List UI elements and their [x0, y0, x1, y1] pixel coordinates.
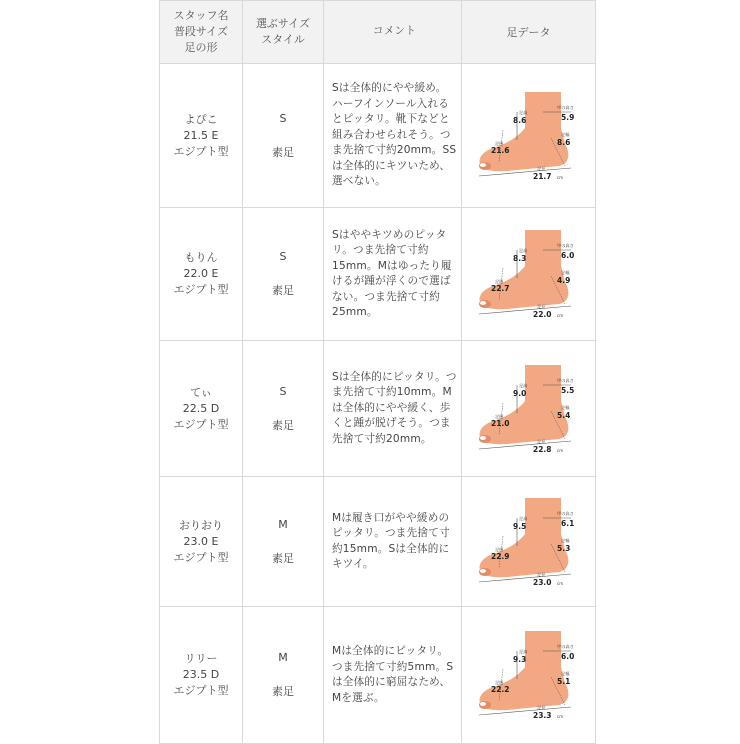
staff-cell [160, 208, 243, 341]
height-label: 足高 [518, 649, 527, 654]
comment-cell: Sは全体的にやや緩め。ハーフインソール入れるとピッタリ。靴下などと組み合わせられそう。つま先捨て寸約20mm。SSは全体的にキツいため、選べない。 [324, 64, 462, 208]
girth-value: 22.7 [490, 284, 510, 293]
style-cell [243, 341, 324, 477]
height-label: 足高 [518, 248, 527, 253]
length-label: 足長 [536, 165, 545, 171]
table-row [160, 477, 596, 607]
staff-name: てぃ [190, 385, 212, 399]
girth-value: 21.0 [490, 418, 510, 428]
spacer [243, 265, 323, 283]
foot-data-cell [462, 64, 596, 208]
girth-value: 22.2 [490, 685, 510, 694]
header-style-line: 選ぶサイズ [255, 17, 311, 30]
length-unit: cm [556, 174, 563, 180]
style-cell [243, 607, 324, 744]
girth-label: 足囲 [494, 546, 503, 552]
length-value: 22.8 [532, 444, 552, 454]
foot-data-cell [462, 477, 596, 607]
height-value: 8.3 [512, 254, 526, 263]
style-label: 素足 [272, 145, 294, 159]
style-cell [243, 208, 324, 341]
toenail-shape [480, 569, 486, 573]
leg-shape [525, 92, 561, 130]
girth-value: 21.6 [490, 145, 510, 155]
width-label: 足幅 [560, 537, 569, 543]
style-cell [243, 64, 324, 208]
staff-cell [160, 341, 243, 477]
length-value: 22.0 [532, 310, 552, 319]
style-label: 素足 [272, 284, 294, 297]
length-unit: cm [556, 313, 563, 318]
height-value: 9.5 [512, 521, 526, 531]
length-value: 23.0 [532, 577, 552, 587]
leg-shape [525, 365, 561, 403]
length-label: 足長 [536, 571, 545, 577]
staff-name: おりおり [179, 518, 223, 532]
instep-value: 5.9 [560, 112, 574, 122]
foot-diagram [473, 228, 585, 320]
size-comparison-table [159, 0, 596, 744]
girth-label: 足囲 [494, 140, 503, 146]
instep-value: 6.0 [560, 251, 574, 260]
comment-cell: Sは全体的にピッタリ。つま先捨て寸約10mm。Mは全体的にやや緩く、歩くと踵が脱げそう。つま先捨て寸約20mm。 [324, 341, 462, 477]
toenail-shape [480, 702, 486, 706]
length-unit: cm [556, 580, 563, 586]
length-value: 23.3 [532, 711, 552, 720]
instep-label: 甲の高さ [556, 243, 574, 248]
usual-size: 21.5 E [183, 128, 219, 142]
width-value: 4.9 [556, 276, 570, 285]
instep-label: 甲の高さ [556, 644, 574, 649]
foot-shape: エジプト型 [173, 144, 229, 158]
height-label: 足高 [518, 109, 527, 115]
length-unit: cm [556, 447, 563, 453]
foot-data-cell [462, 208, 596, 341]
header-style [243, 1, 324, 64]
chosen-size: S [279, 111, 287, 125]
length-value: 21.7 [532, 171, 552, 181]
style-label: 素足 [272, 685, 294, 698]
header-staff-line: スタッフ名 [173, 9, 229, 22]
usual-size: 23.5 D [182, 668, 220, 681]
header-staff-line: 普段サイズ [173, 25, 229, 38]
table-row [160, 341, 596, 477]
foot-shape: エジプト型 [173, 684, 229, 697]
width-label: 足幅 [560, 404, 569, 410]
usual-size: 22.5 D [182, 401, 220, 415]
staff-name: よぴこ [184, 112, 218, 126]
length-unit: cm [556, 714, 563, 719]
foot-diagram [473, 363, 585, 455]
header-staff-line: 足の形 [184, 41, 218, 54]
height-value: 8.6 [512, 115, 526, 125]
girth-label: 足囲 [494, 413, 503, 419]
length-label: 足長 [536, 438, 545, 444]
style-label: 素足 [272, 418, 294, 432]
chosen-size: S [279, 250, 287, 263]
staff-cell [160, 607, 243, 744]
leg-shape [525, 498, 561, 536]
usual-size: 23.0 E [183, 534, 219, 548]
width-label: 足幅 [560, 131, 569, 137]
toenail-shape [480, 301, 486, 305]
width-label: 足幅 [560, 671, 569, 676]
foot-diagram [473, 629, 585, 721]
width-label: 足幅 [560, 270, 569, 275]
foot-data-cell [462, 341, 596, 477]
girth-value: 22.9 [490, 551, 510, 561]
height-value: 9.3 [512, 655, 526, 664]
chosen-size: M [278, 651, 288, 664]
table-header-row [160, 1, 596, 64]
instep-value: 6.0 [560, 652, 574, 661]
length-label: 足長 [536, 705, 545, 710]
staff-name: リリー [184, 652, 218, 665]
height-value: 9.0 [512, 388, 526, 398]
instep-label: 甲の高さ [556, 104, 574, 110]
chosen-size: M [278, 517, 288, 531]
header-comment: コメント [324, 1, 462, 64]
spacer [243, 533, 323, 551]
foot-shape: エジプト型 [173, 417, 229, 431]
style-label: 素足 [272, 551, 294, 565]
header-staff [160, 1, 243, 64]
chosen-size: S [279, 384, 287, 398]
length-label: 足長 [536, 304, 545, 309]
width-value: 5.4 [556, 410, 570, 420]
width-value: 5.1 [556, 677, 570, 686]
header-style-line: スタイル [261, 33, 305, 46]
width-value: 5.3 [556, 543, 570, 553]
foot-diagram [473, 90, 585, 182]
instep-label: 甲の高さ [556, 377, 574, 383]
style-cell [243, 477, 324, 607]
staff-cell [160, 477, 243, 607]
instep-value: 5.5 [560, 385, 574, 395]
height-label: 足高 [518, 382, 527, 388]
leg-shape [525, 230, 561, 268]
foot-diagram [473, 496, 585, 588]
spacer [243, 400, 323, 418]
spacer [243, 666, 323, 684]
girth-label: 足囲 [494, 680, 503, 685]
table-row [160, 64, 596, 208]
staff-name: もりん [184, 251, 218, 264]
table-row [160, 607, 596, 744]
foot-shape: エジプト型 [173, 550, 229, 564]
foot-shape: エジプト型 [173, 283, 229, 296]
girth-label: 足囲 [494, 279, 503, 284]
foot-data-cell [462, 607, 596, 744]
height-label: 足高 [518, 515, 527, 521]
usual-size: 22.0 E [183, 267, 219, 280]
comment-cell: Mは履き口がやや緩めのピッタリ。つま先捨て寸約15mm。Sは全体的にキツイ。 [324, 477, 462, 607]
comment-cell: Mは全体的にピッタリ。つま先捨て寸約5mm。Sは全体的に窮屈なため、Mを選ぶ。 [324, 607, 462, 744]
header-foot-data: 足データ [462, 1, 596, 64]
instep-value: 6.1 [560, 518, 574, 528]
comment-cell: Sはややキツめのピッタリ。つま先捨て寸約15mm。Mはゆったり履けるが踵が浮くので選ばない。つま先捨て寸約25mm。 [324, 208, 462, 341]
spacer [243, 127, 323, 145]
table-row [160, 208, 596, 341]
staff-cell [160, 64, 243, 208]
width-value: 8.6 [556, 137, 570, 147]
instep-label: 甲の高さ [556, 510, 574, 516]
toenail-shape [480, 436, 486, 440]
toenail-shape [480, 163, 486, 167]
leg-shape [525, 631, 561, 669]
